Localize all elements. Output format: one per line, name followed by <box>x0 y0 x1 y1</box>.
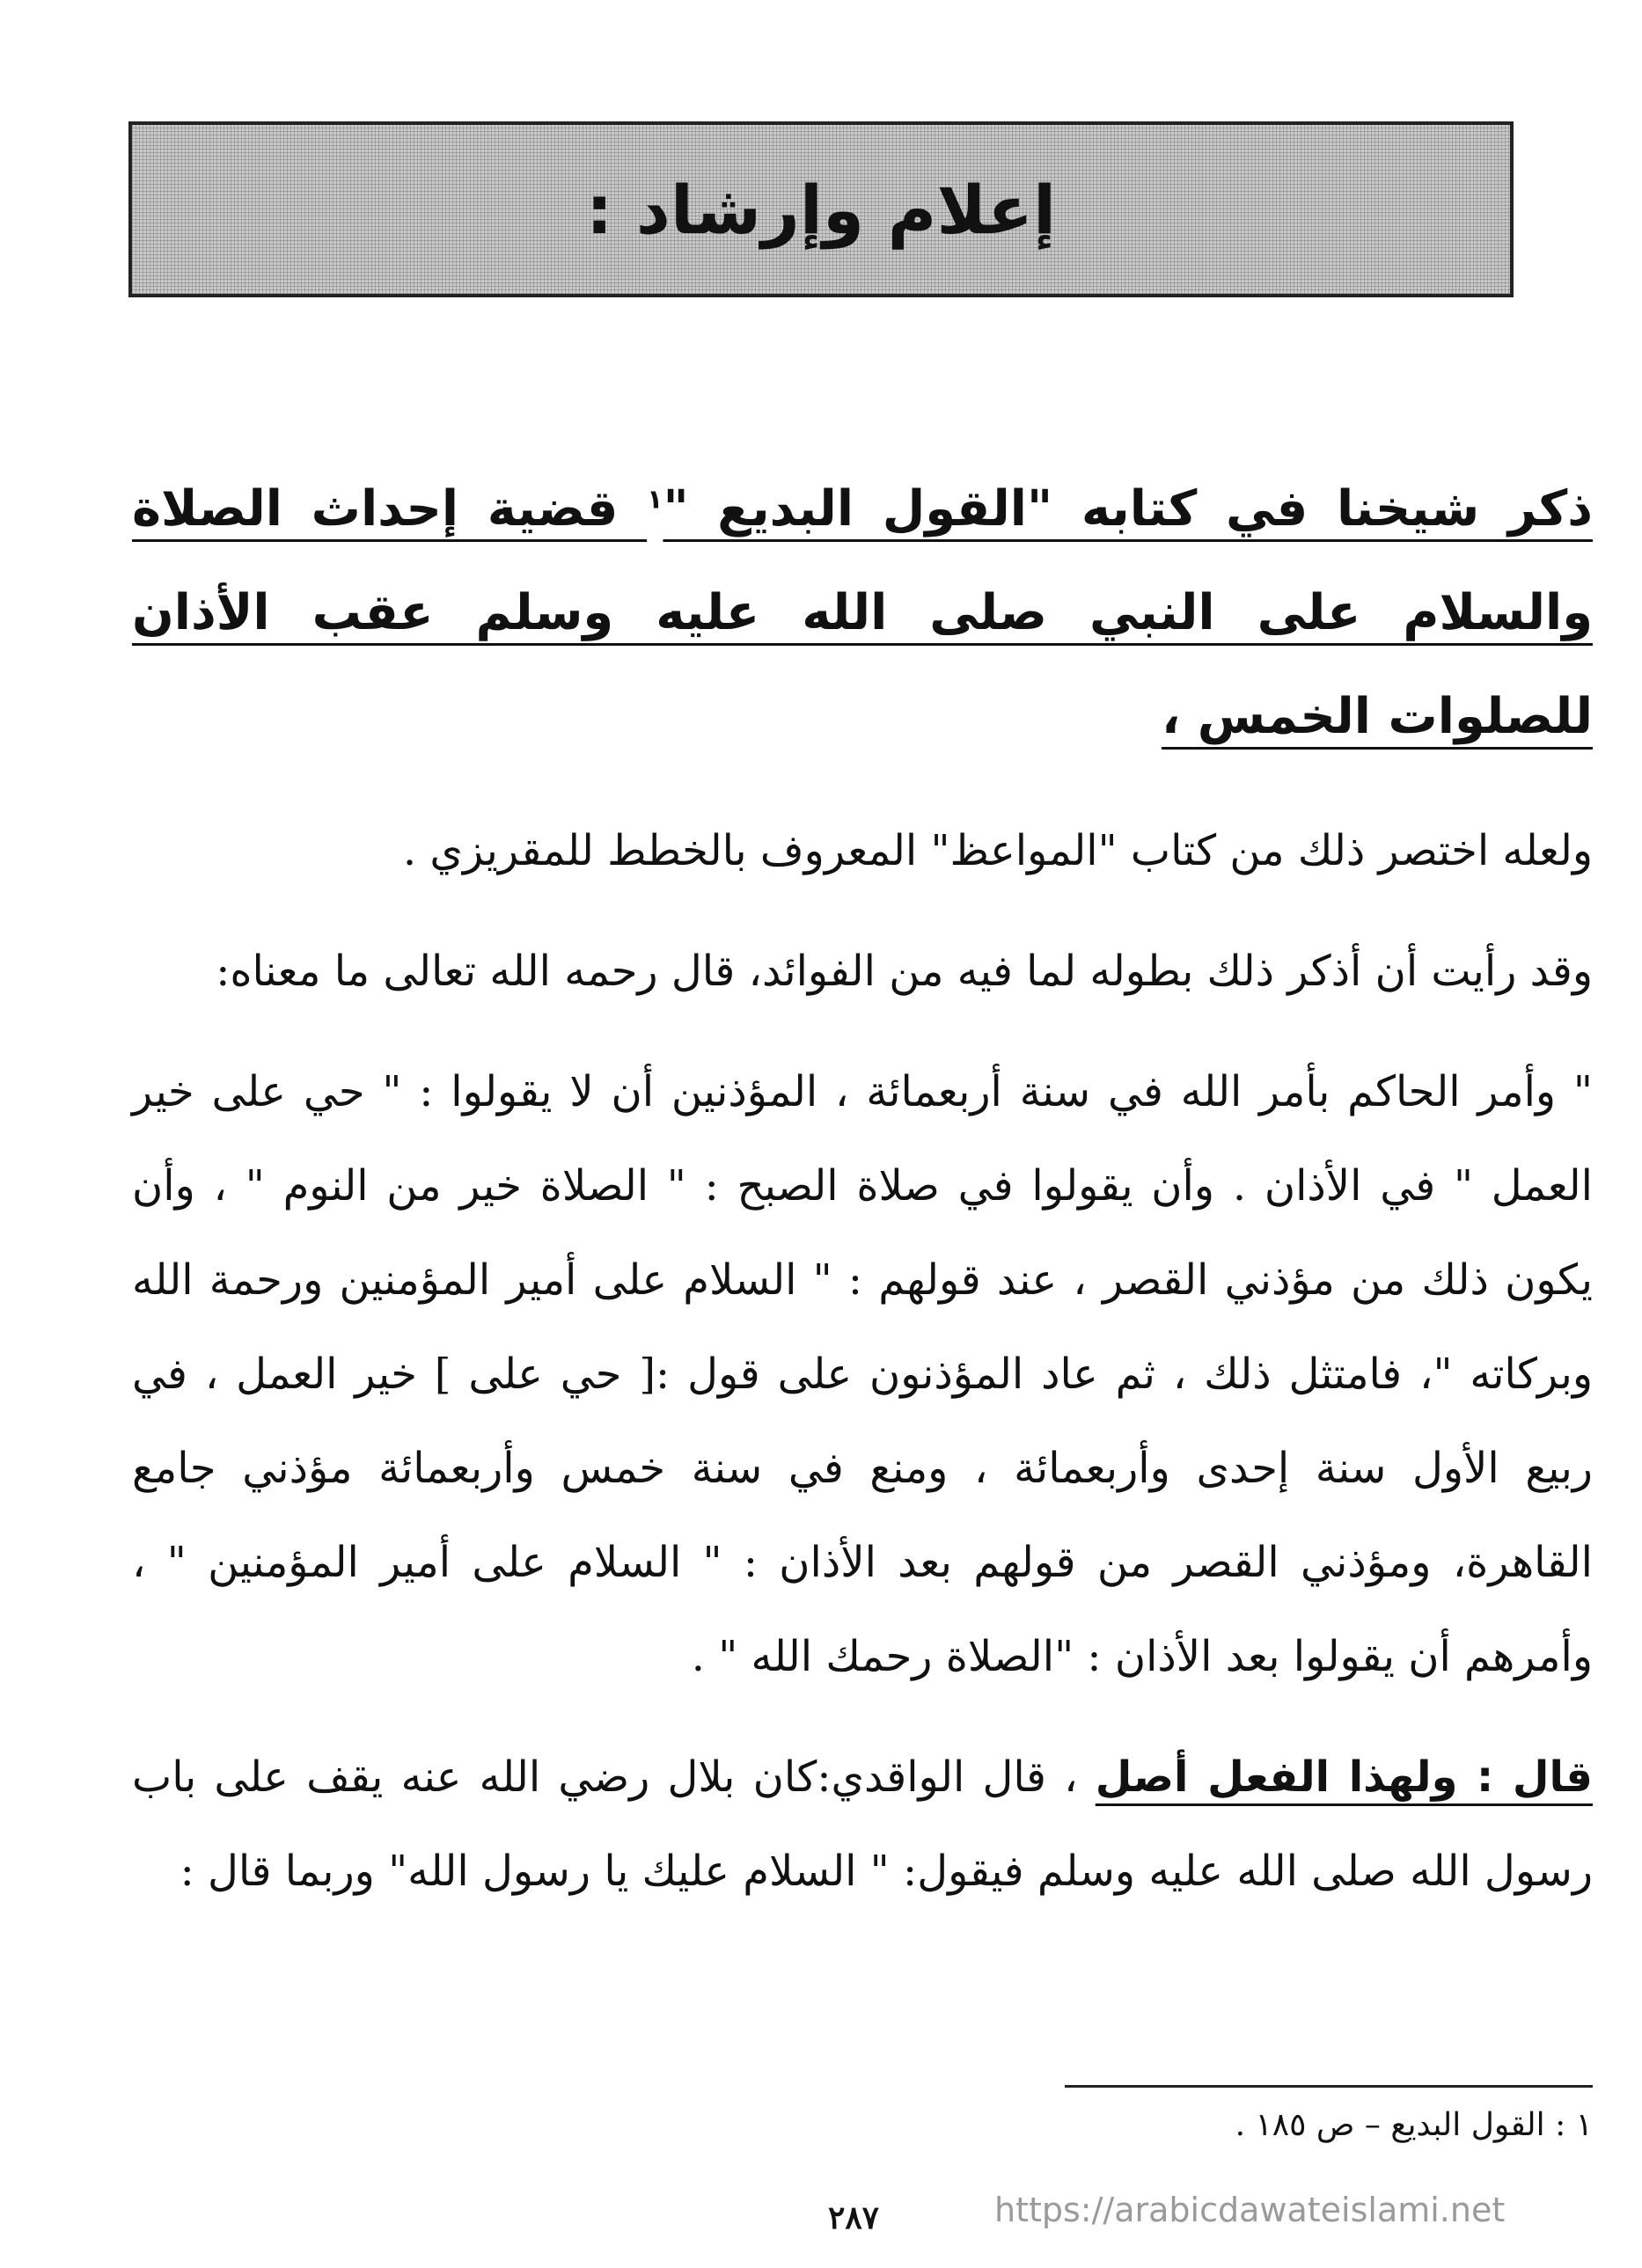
paragraph-4 <box>132 1730 1593 1919</box>
watermark-url: https://arabicdawateislami.net <box>994 2191 1506 2229</box>
footnote-divider <box>1065 2085 1593 2088</box>
footnote-reference[interactable]: ١ <box>647 484 663 516</box>
paragraph-4-bold: قال : ولهذا الفعل أصل <box>1095 1752 1593 1802</box>
paragraph-3-quote: " وأمر الحاكم بأمر الله في سنة أربعمائة ، المؤذنين أن لا يقولوا : " حي على خير العمل " في الأذان . وأن يقولوا في صلاة الصبح : " الصلاة خير من النوم " ، وأن يكون ذلك من مؤذني القصر ، عند قولهم : " السلام على أمير المؤمنين ورحمة الله وبركاته "، فامتثل ذلك ، ثم عاد المؤذنون على قول :[ حي على ] خير العمل ، في ربيع الأول سنة إحدى وأربعمائة ، ومنع في سنة خمس وأربعمائة مؤذني جامع القاهرة، ومؤذني القصر من قولهم بعد الأذان : " السلام على أمير المؤمنين " ، وأمرهم أن يقولوا بعد الأذان : "الصلاة رحمك الله " . <box>132 1067 1593 1681</box>
main-content <box>132 457 1593 1945</box>
page-number: ٢٨٧ <box>827 2199 879 2236</box>
title-banner <box>128 121 1514 297</box>
footnote-text: ١ : القول البديع – ص ١٨٥ . <box>1235 2107 1593 2143</box>
heading-text-after: قضية إحداث الصلاة والسلام على النبي صلى الله عليه وسلم عقب الأذان للصلوات الخمس ، <box>132 480 1593 745</box>
heading-paragraph <box>132 457 1593 769</box>
paragraph-4-rest: ، قال الواقدي:كان بلال رضي الله عنه يقف على باب رسول الله صلى الله عليه وسلم فيقول: " السلام عليك يا رسول الله" وربما قال : <box>132 1752 1593 1896</box>
paragraph-1: ولعله اختصر ذلك من كتاب "المواعظ" المعروف بالخطط للمقريزي . <box>402 826 1593 875</box>
page-title: إعلام وإرشاد : <box>585 170 1056 249</box>
heading-text-before: ذكر شيخنا في كتابه "القول البديع " <box>663 480 1593 538</box>
paragraph-2: وقد رأيت أن أذكر ذلك بطوله لما فيه من الفوائد، قال رحمه الله تعالى ما معناه: <box>216 947 1593 996</box>
